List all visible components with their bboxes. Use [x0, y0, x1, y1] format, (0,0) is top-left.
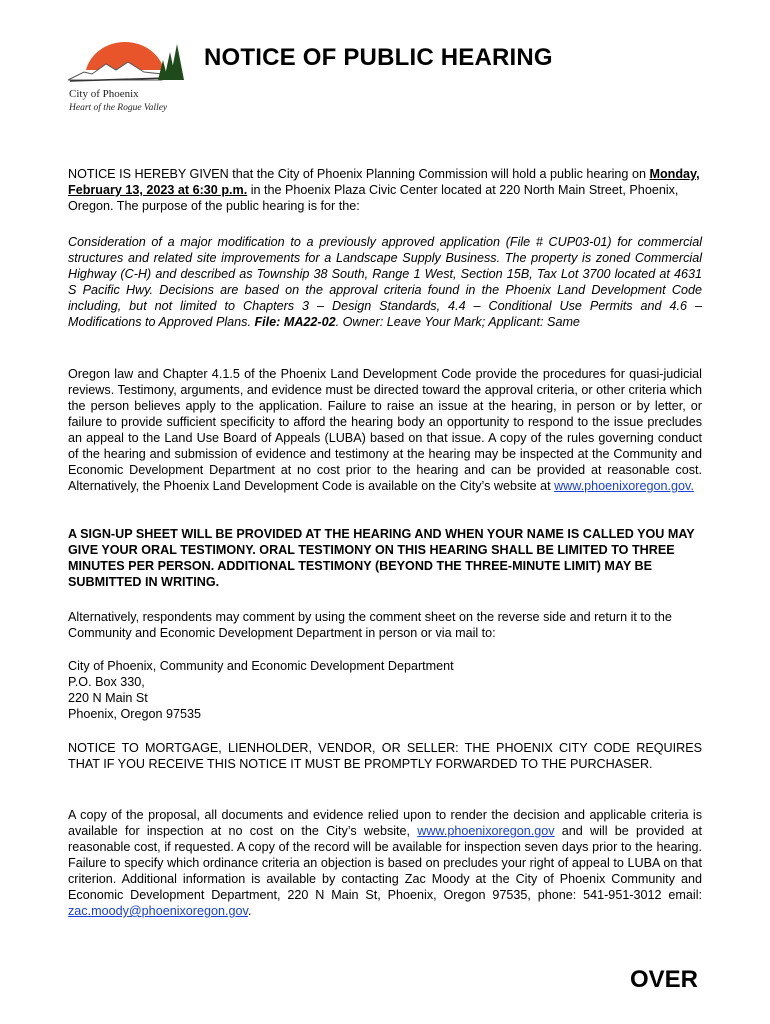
law-paragraph: Oregon law and Chapter 4.1.5 of the Phoenix Land Development Code provide the procedures for quasi-judicial reviews. Testimony, arguments, and evidence must be directed toward the approval criteria, or other criteria which the person believes apply to the application. Failure to raise an issue at the hearing, in person or by letter, or failure to provide sufficient specificity to afford the hearing body an opportunity to respond to the issue precludes an appeal to the Land Use Board of Appeals (LUBA) based on that issue. A copy of the rules governing conduct of the hearing and submission of evidence and testimony at the hearing may be inspected at the Community and Economic Development Department at no cost prior to the hearing and can be provided at reasonable cost. Alternatively, the Phoenix Land Development Code is available on the City’s website at www.phoenixoregon.gov.: [68, 367, 702, 493]
email-link[interactable]: zac.moody@phoenixoregon.gov: [68, 904, 248, 918]
mailing-address: [68, 658, 702, 722]
city-name: City of Phoenix: [69, 88, 139, 100]
intro-paragraph: NOTICE IS HEREBY GIVEN that the City of Phoenix Planning Commission will hold a public hearing on Monday, February 13, 2023 at 6:30 p.m. in the Phoenix Plaza Civic Center located at 220 North Main Street, Phoenix, Oregon. The purpose of the public hearing is for the:: [68, 167, 700, 213]
over-label: OVER: [630, 966, 699, 993]
city-tagline: Heart of the Rogue Valley: [69, 103, 168, 113]
hearing-date-time: Monday, February 13, 2023 at 6:30 p.m.: [68, 167, 700, 197]
proposal-paragraph: A copy of the proposal, all documents and evidence relied upon to render the decision and applicable criteria is available for inspection at no cost on the City’s website, www.phoenixoregon.gov and will be provided at reasonable cost, if requested. A copy of the record will be available for inspection seven days prior to the hearing. Failure to specify which ordinance criteria an objection is based on precludes your right of appeal to LUBA on that criterion. Additional information is available by contacting Zac Moody at the City of Phoenix Community and Economic Development Department, 220 N Main St, Phoenix, Oregon 97535, phone: 541-951-3012 email: zac.moody@phoenixoregon.gov.: [68, 808, 702, 918]
address-line: P.O. Box 330,: [68, 675, 145, 689]
trees-shape: [158, 44, 184, 80]
file-number: File: MA22-02: [254, 315, 336, 329]
city-of-phoenix-logo: [66, 34, 186, 84]
address-line: Phoenix, Oregon 97535: [68, 707, 202, 721]
website-link[interactable]: www.phoenixoregon.gov: [417, 824, 555, 838]
address-line: 220 N Main St: [68, 691, 148, 705]
signup-notice: A SIGN-UP SHEET WILL BE PROVIDED AT THE HEARING AND WHEN YOUR NAME IS CALLED YOU MAY GIVE YOUR ORAL TESTIMONY. ORAL TESTIMONY ON THIS HEARING SHALL BE LIMITED TO THREE MINUTES PER PERSON. ADDITIONAL TESTIMONY (BEYOND THE THREE-MINUTE LIMIT) MAY BE SUBMITTED IN WRITING.: [68, 527, 695, 589]
address-line: City of Phoenix, Community and Economic Development Department: [68, 659, 454, 673]
mortgage-notice: NOTICE TO MORTGAGE, LIENHOLDER, VENDOR, OR SELLER: THE PHOENIX CITY CODE REQUIRES THAT IF YOU RECEIVE THIS NOTICE IT MUST BE PROMPTLY FORWARDED TO THE PURCHASER.: [68, 741, 702, 771]
page-title: NOTICE OF PUBLIC HEARING: [204, 44, 553, 71]
alternatively-paragraph: Alternatively, respondents may comment by using the comment sheet on the reverse side and return it to the Community and Economic Development Department in person or via mail to:: [68, 610, 672, 640]
website-link[interactable]: www.phoenixoregon.gov.: [554, 479, 694, 493]
consideration-paragraph: Consideration of a major modification to a previously approved application (File # CUP03-01) for commercial structures and related site improvements for a Landscape Supply Business. The property is zoned Commercial Highway (C-H) and described as Township 38 South, Range 1 West, Section 15B, Tax Lot 3700 located at 4631 S Pacific Hwy. Decisions are based on the approval criteria found in the Phoenix Land Development Code including, but not limited to Chapters 3 – Design Standards, 4.4 – Conditional Use Permits and 4.6 – Modifications to Approved Plans. File: MA22-02. Owner: Leave Your Mark; Applicant: Same: [68, 235, 702, 329]
